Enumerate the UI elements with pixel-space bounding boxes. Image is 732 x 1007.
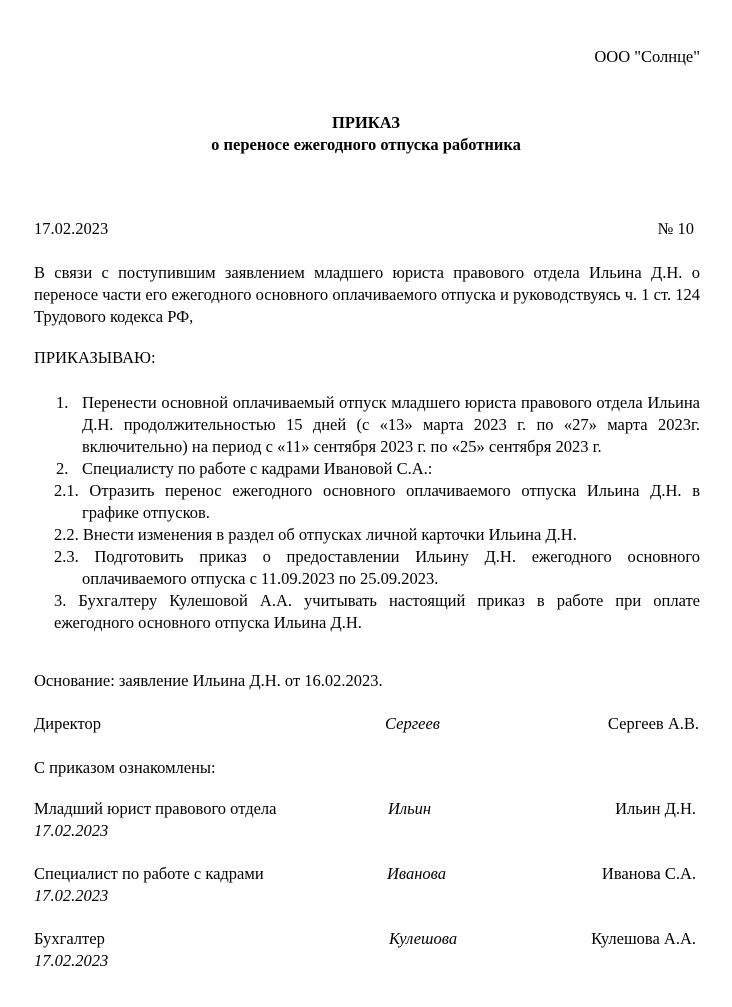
signer-title: Младший юрист правового отдела xyxy=(34,799,277,818)
signer-title: Директор xyxy=(34,714,101,733)
item-text: Специалисту по работе с кадрами Ивановой С.А.: xyxy=(82,459,433,478)
list-item xyxy=(54,458,700,480)
list-item xyxy=(54,524,700,546)
list-item xyxy=(54,392,700,458)
item-text: Подготовить приказ о предоставлении Ильину Д.Н. ежегодного основного оплачиваемого отпуска с 11.09.2023 по 25.09.2023. xyxy=(82,547,701,588)
order-items-list xyxy=(54,392,700,634)
signer-name: Кулешова А.А. xyxy=(591,929,696,948)
document-subtitle: о переносе ежегодного отпуска работника xyxy=(211,135,521,154)
list-item xyxy=(54,480,700,524)
acknowledgement-row xyxy=(0,799,732,823)
order-word: ПРИКАЗЫВАЮ: xyxy=(34,348,156,367)
director-signature-row xyxy=(0,714,732,738)
item-marker: 3. xyxy=(54,591,67,610)
acknowledgement-date: 17.02.2023 xyxy=(34,821,109,840)
item-marker: 1. xyxy=(56,393,69,412)
company-name: ООО "Солнце" xyxy=(594,47,700,66)
list-item xyxy=(54,546,700,590)
signer-title: Специалист по работе с кадрами xyxy=(34,864,264,883)
acknowledgement-row xyxy=(0,864,732,888)
item-text: Отразить перенос ежегодного основного оплачиваемого отпуска Ильина Д.Н. в графике отпусков. xyxy=(82,481,700,522)
handwritten-signature: Кулешова xyxy=(389,929,458,948)
signer-name: Сергеев А.В. xyxy=(607,714,699,733)
document-number: № 10 xyxy=(657,219,694,238)
item-marker: 2.2. xyxy=(54,525,79,544)
acknowledgement-date: 17.02.2023 xyxy=(34,886,109,905)
document-title: ПРИКАЗ xyxy=(332,113,400,132)
item-marker: 2.1. xyxy=(54,481,79,500)
handwritten-signature: Ильин xyxy=(388,799,432,818)
item-marker: 2. xyxy=(56,459,69,478)
acknowledgement-row xyxy=(0,929,732,953)
item-text: Бухгалтеру Кулешовой А.А. учитывать настоящий приказ в работе при оплате ежегодного основного отпуска Ильина Д.Н. xyxy=(54,591,701,632)
intro-paragraph: В связи с поступившим заявлением младшего юриста правового отдела Ильина Д.Н. о переносе части его ежегодного основного оплачиваемого отпуска и руководствуясь ч. 1 ст. 124 Трудового кодекса РФ, xyxy=(34,263,700,326)
handwritten-signature: Сергеев xyxy=(385,714,440,733)
basis-line: Основание: заявление Ильина Д.Н. от 16.02.2023. xyxy=(34,671,383,690)
document-date: 17.02.2023 xyxy=(34,219,109,238)
signer-name: Ильин Д.Н. xyxy=(615,799,696,818)
acknowledgement-date: 17.02.2023 xyxy=(34,951,109,970)
handwritten-signature: Иванова xyxy=(387,864,446,883)
item-text: Перенести основной оплачиваемый отпуск младшего юриста правового отдела Ильина Д.Н. продолжительностью 15 дней (с «13» марта 2023 г. по «27» марта 2023г. включительно) на период с «11» сентября 2023 г. по «25» сентября 2023 г. xyxy=(82,393,700,456)
signer-name: Иванова С.А. xyxy=(601,864,696,883)
item-text: Внести изменения в раздел об отпусках личной карточки Ильина Д.Н. xyxy=(82,525,577,544)
list-item xyxy=(54,590,700,634)
item-marker: 2.3. xyxy=(54,547,79,566)
acknowledged-label: С приказом ознакомлены: xyxy=(34,758,216,777)
signer-title: Бухгалтер xyxy=(34,929,105,948)
